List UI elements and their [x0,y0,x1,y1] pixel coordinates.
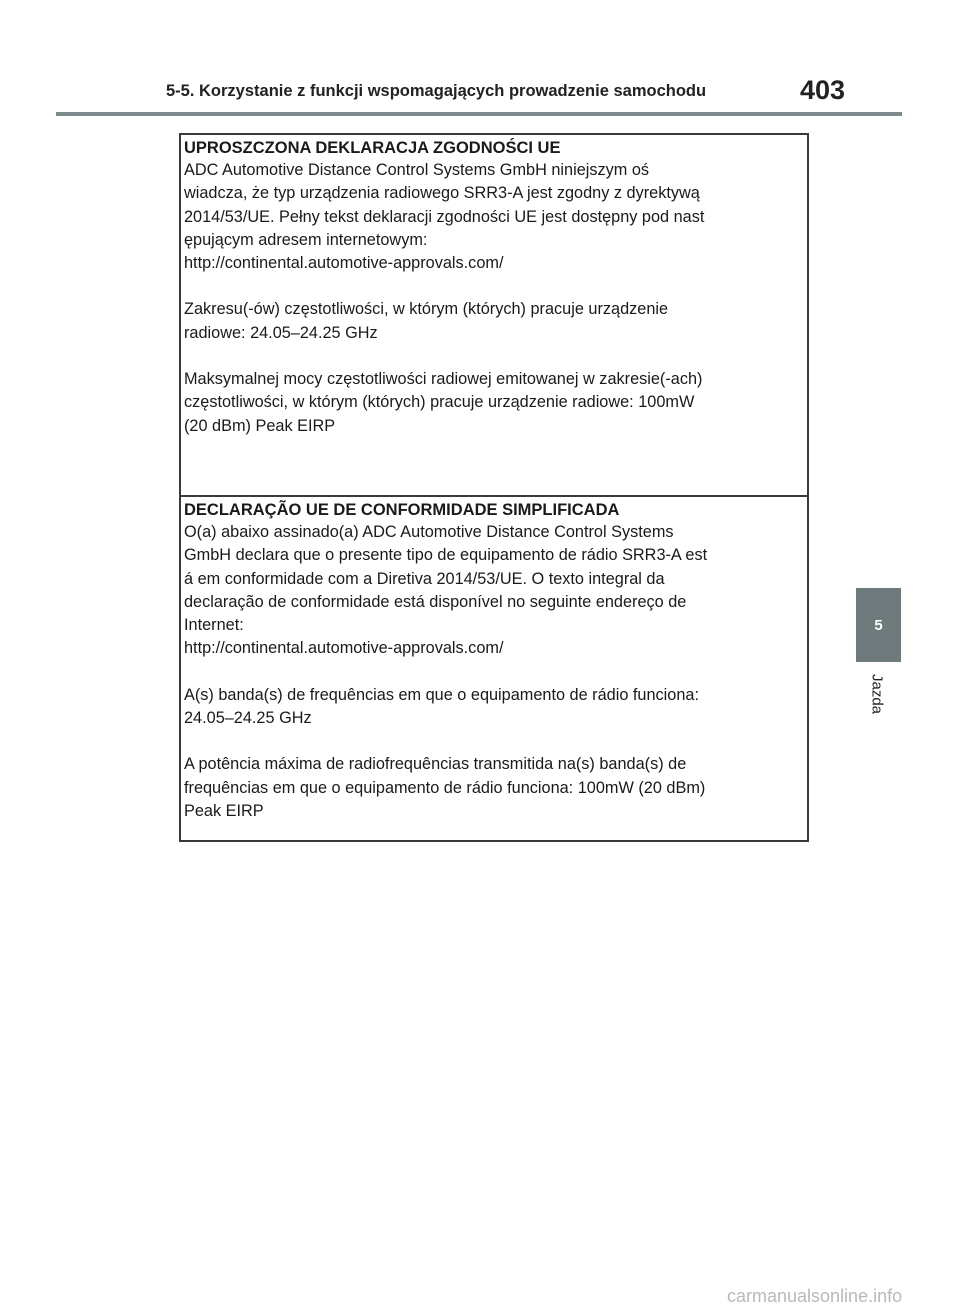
text-line: O(a) abaixo assinado(a) ADC Automotive Distance Control Systems [184,523,674,541]
text-line: A potência máxima de radiofrequências transmitida na(s) banda(s) de [184,755,687,774]
paragraph [184,368,808,438]
declaration-portuguese [184,497,808,840]
text-line: Internet: [184,616,244,635]
paragraph [184,753,808,823]
paragraph [184,159,808,275]
section-title: DECLARAÇÃO UE DE CONFORMIDADE SIMPLIFICADA [184,501,620,519]
text-line: radiowe: 24.05–24.25 GHz [184,323,378,342]
chapter-tab [856,588,901,662]
text-line: 24.05–24.25 GHz [184,709,312,728]
text-line: Peak EIRP [184,801,264,820]
chapter-label: Jazda [868,674,886,715]
page-header-title: 5-5. Korzystanie z funkcji wspomagających prowadzenie samochodu [166,82,707,100]
text-line: 2014/53/UE. Pełny tekst deklaracji zgodności UE jest dostępny pod nast [184,207,705,226]
text-line: frequências em que o equipamento de rádio funciona: 100mW (20 dBm) [184,778,706,797]
paragraph [184,521,808,661]
declaration-polish [184,135,808,495]
paragraph [184,298,808,345]
text-line: Zakresu(-ów) częstotliwości, w którym (których) pracuje urządzenie [184,300,669,319]
text-line: częstotliwości, w którym (których) pracuje urządzenie radiowe: 100mW [184,393,695,412]
watermark: carmanualsonline.info [727,1286,903,1306]
chapter-number: 5 [874,616,883,634]
text-line: Maksymalnej mocy częstotliwości radiowej emitowanej w zakresie(-ach) [184,370,703,389]
text-line: á em conformidade com a Diretiva 2014/53/UE. O texto integral da [184,569,665,588]
page-number: 403 [800,75,846,105]
url-text: http://continental.automotive-approvals.com/ [184,639,504,658]
section-title: UPROSZCZONA DEKLARACJA ZGODNOŚCI UE [184,139,561,157]
text-line: declaração de conformidade está disponível no seguinte endereço de [184,592,687,611]
text-line: A(s) banda(s) de frequências em que o equipamento de rádio funciona: [184,685,699,704]
declaration-box [179,133,809,842]
text-line: GmbH declara que o presente tipo de equipamento de rádio SRR3-A est [184,546,708,565]
text-line: (20 dBm) Peak EIRP [184,416,336,435]
url-text: http://continental.automotive-approvals.com/ [184,254,504,273]
header-divider [56,112,902,116]
text-line: ADC Automotive Distance Control Systems GmbH niniejszym oś [184,161,650,179]
text-line: wiadcza, że typ urządzenia radiowego SRR3-A jest zgodny z dyrektywą [184,184,700,203]
text-line: ępującym adresem internetowym: [184,230,428,249]
paragraph [184,684,808,731]
